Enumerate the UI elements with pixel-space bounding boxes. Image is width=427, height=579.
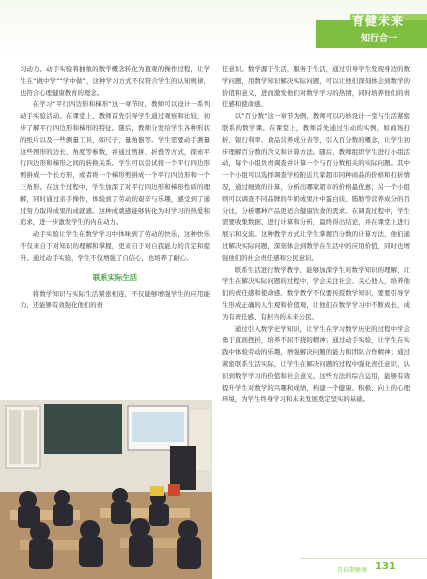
body-paragraph: 在学习“平行四边形和梯形”这一章节时，教师可以设计一系列动手实验活动。在课堂上，教师首先引导学生通过观察和比较，初步了解平行四边形和梯形的特征。随后，教师分发给学生各种形状的纸片以及一些测量工具，如尺子、量角器等。学生需要动手测量这些图形的边长、角度等参数，并通过剪拼、折叠等方式，探索平行四边形和梯形之间的转换关系。学生可以尝试将一个平行四边形剪拼成一个长方形，或者将一个梯形剪拼成一个平行四边形和一个三角形。在这个过程中，学生加深了对平行四边形和梯形性质的理解，同时通过亲手操作，体验到了劳动的艰辛与乐趣，感受到了通过努力取得成果的成就感。这种成就感能够转化为对学习的热爱和追求，进一步激发学生的内在动力。 (20, 100, 210, 227)
body-paragraph: 习动力。动手实验将抽象的数学概念转化为直观的操作过程，让学生在“做中学”“学中做”，这种学习方式不仅符合学生的认知规律，也符合心理健康教育的理念。 (20, 65, 210, 97)
body-paragraph: 将数学知识与实际生活紧密相连，不仅能够增强学生的应用能力，还能够有效强化他们的责 (20, 289, 210, 310)
left-column (20, 64, 210, 312)
body-paragraph: 动手实验让学生在数学学习中体味到了劳动的快乐，这种快乐不仅来自于对知识的理解和掌握，更来自于对自我能力的肯定和提升。通过动手实验，学生不仅增强了自信心，也培养了耐心。 (20, 230, 210, 262)
classroom-illustration (0, 400, 212, 579)
page-number: 131 (375, 561, 396, 572)
body-paragraph: 任意识。数学源于生活，服务于生活，通过引导学生发现身边的数学问题，用数学知识解决实际问题，可以让他们深刻体会到数学的价值和意义，进而激发他们对数学学习的热情，同时培养他们的责任感和使命感。 (222, 65, 410, 109)
section-subheading: 联系实际生活 (92, 272, 138, 282)
footer-rule (300, 558, 427, 559)
right-column (222, 64, 410, 406)
body-paragraph: 联系生活进行数学教学，能够加深学生对数学知识的理解，让学生在解决实际问题的过程中，学会关注社会、关心他人，培养他们的责任感和使命感。数学教学不仅要传授数学知识，要要引导学生形成正确的人生观和价值观，让他们在数学学习中不断成长，成为有责任感、有担当的未来公民。 (222, 265, 410, 321)
brand-title: 育健未来 (352, 14, 405, 28)
section-title: 知行合一 (361, 34, 398, 44)
body-paragraph: 以“百分数”这一章节为例，教师可以巧妙设计一堂与生活紧密联系的数学课。在课堂上，教师首先通过生动的实例，如商场打折、银行利率、食品营养成分表等，引入百分数的概念，让学生初步理解百分数的含义和计算方法。随后，教师组织学生进行小组活动，每个小组负责调查并计算一个与百分数相关的实际问题。其中一个小组可以选择调查学校附近几家超市同种商品的价格和打折情况，通过细致的计算，分析出哪家超市的价格最优惠；另一个小组则可以调查不同品牌的牛奶或果汁中蛋白质、脂肪等营养成分的百分比，分析哪种产品更适合健康饮食的需求。在调查过程中，学生需要收集数据、进行计算和分析，最终得出结论，并在课堂上进行展示和交流。这种教学方式让学生掌握百分数的计算方法，他们通过解决实际问题，深刻体会到数学在生活中的应用价值，同时也增强他们的社会责任感和公民意识。 (222, 112, 410, 262)
body-paragraph: 通过引入数学史学知识，让学生在学习数学历史的过程中学会勇于直面挫折，培养不屈不挠的精神；通过动手实验，让学生在实践中体验劳动的乐趣，增强解决问题的能力和团队合作精神；通过紧密联系生活实际，让学生在解决问题的过程中强化责任意识，认识到数学学习的价值和社会意义。这些方法的综合运用，能够有效提升学生对数学的兴趣和成绩，构建一个健康、积极、向上的心理环境，为学生终身学习和未来发展奠定坚实的基础。 (222, 324, 410, 404)
journal-name: 青春期健康 (337, 567, 368, 574)
classroom-photo (0, 400, 212, 579)
